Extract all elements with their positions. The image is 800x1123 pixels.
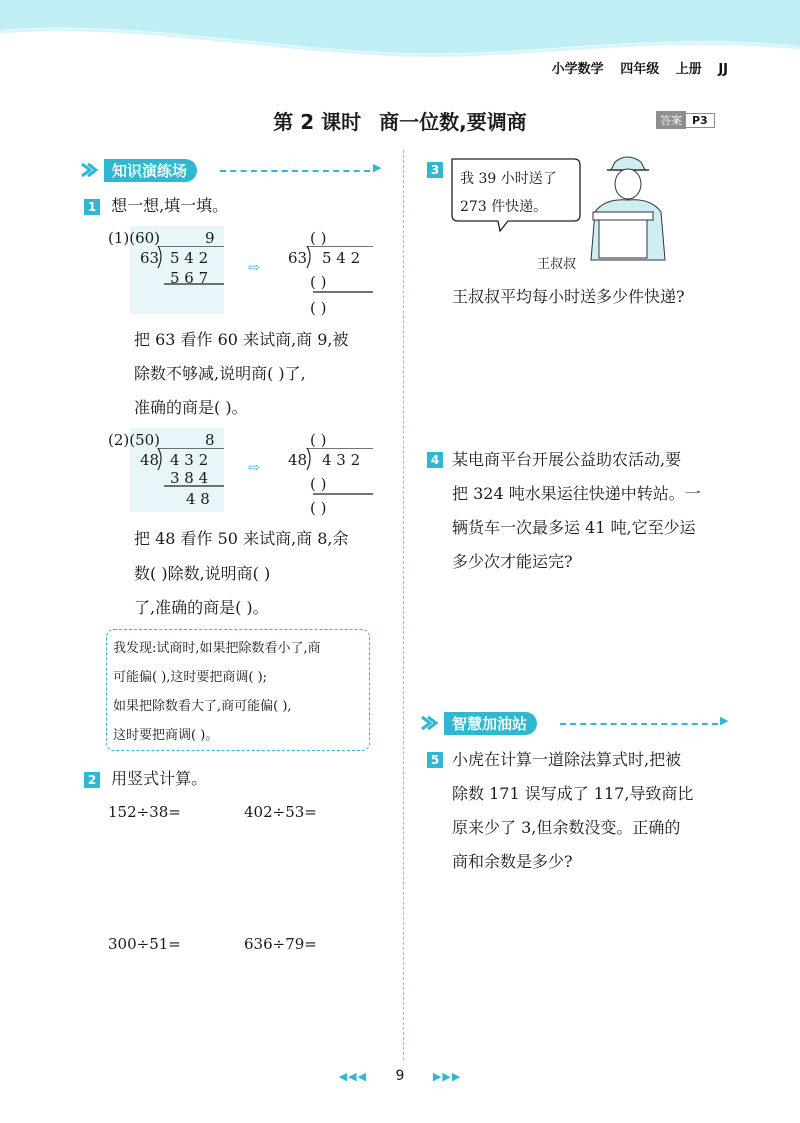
sparkle-icon (420, 713, 442, 733)
section-line (220, 170, 370, 172)
calc-problem: 300÷51= (108, 935, 181, 953)
arrow-right-icon: ⇨ (248, 460, 260, 476)
question-line: 原来少了 3,但余数没变。正确的 (452, 818, 681, 837)
speech-line: 273 件快递。 (460, 199, 548, 215)
division-label: (1)(60) (108, 229, 161, 247)
answer-blank[interactable]: ( ) (310, 273, 327, 291)
section-banner-challenge (420, 711, 732, 735)
arrow-right-icon: ▶ (720, 714, 730, 727)
question-text: 王叔叔平均每小时送多少件快递? (452, 287, 685, 306)
section-banner-practice (80, 158, 383, 182)
answer-blank[interactable]: ( ) (310, 431, 327, 449)
question-line: 多少次才能运完? (452, 552, 573, 571)
answer-page: P3 (686, 113, 715, 128)
question-line: 辆货车一次最多运 41 吨,它至少运 (452, 518, 696, 537)
sparkle-icon (80, 160, 102, 180)
explanation-line: 把 48 看作 50 来试商,商 8,余 (134, 529, 349, 548)
divisor: 48 (288, 451, 308, 469)
page-footer (0, 1068, 800, 1084)
volume-label: 上册 (675, 62, 702, 77)
subject-label: 小学数学 (551, 62, 604, 77)
trial-quotient: 8 (205, 431, 215, 449)
lesson-number: 第 2 课时 (273, 110, 362, 134)
book-info (540, 58, 728, 77)
arrow-right-icon: ▶▶▶ (432, 1070, 462, 1083)
question-number: 3 (427, 162, 443, 178)
divisor: 63 (140, 249, 160, 267)
speech-text (460, 165, 557, 221)
edition-label: JJ (718, 62, 728, 77)
explanation-line: 了,准确的商是( )。 (134, 598, 269, 617)
explanation-line: 把 63 看作 60 来试商,商 9,被 (134, 330, 349, 349)
lesson-topic: 商一位数,要调商 (379, 110, 527, 134)
remainder: 4 8 (186, 490, 210, 508)
discovery-line: 如果把除数看大了,商可能偏( ), (113, 699, 292, 714)
product: 3 8 4 (170, 469, 209, 487)
discovery-box (106, 629, 370, 751)
dividend: 5 4 2 (322, 249, 361, 267)
question-number: 1 (84, 199, 100, 215)
discovery-line: 这时要把商调( )。 (113, 728, 219, 743)
dividend: 4 3 2 (322, 451, 361, 469)
dividend: 5 4 2 (170, 249, 209, 267)
question-number: 4 (427, 452, 443, 468)
question-text (452, 443, 701, 579)
question-line: 商和余数是多少? (452, 852, 573, 871)
question-text: 想一想,填一填。 (111, 196, 229, 215)
question-number: 2 (84, 772, 100, 788)
section-label-practice: 知识演练场 (104, 159, 197, 182)
divisor: 48 (140, 451, 160, 469)
question-number: 5 (427, 752, 443, 768)
answer-blank[interactable]: ( ) (310, 475, 327, 493)
arrow-left-icon: ◀◀◀ (338, 1070, 368, 1083)
question-1 (84, 189, 228, 223)
question-2 (84, 762, 207, 796)
answer-blank[interactable]: ( ) (310, 499, 327, 517)
trial-quotient: 9 (205, 229, 215, 247)
division-label: (2)(50) (108, 431, 161, 449)
answer-reference (656, 111, 715, 129)
calc-problem: 152÷38= (108, 803, 181, 821)
column-divider (403, 150, 404, 1060)
calc-problem: 636÷79= (244, 935, 317, 953)
question-line: 把 324 吨水果运往快递中转站。一 (452, 484, 701, 503)
section-line (560, 723, 718, 725)
arrow-right-icon: ⇨ (248, 260, 260, 276)
question-line: 小虎在计算一道除法算式时,把被 (452, 750, 682, 769)
answer-blank[interactable]: ( ) (310, 229, 327, 247)
speech-line: 我 39 小时送了 (460, 171, 557, 187)
question-text (452, 743, 693, 879)
explanation-line: 数( )除数,说明商( ) (134, 564, 271, 583)
question-text: 用竖式计算。 (111, 769, 208, 788)
dividend: 4 3 2 (170, 451, 209, 469)
divisor: 63 (288, 249, 308, 267)
question-line: 某电商平台开展公益助农活动,要 (452, 450, 682, 469)
discovery-line: 我发现:试商时,如果把除数看小了,商 (113, 641, 321, 656)
grade-label: 四年级 (620, 62, 660, 77)
courier-illustration (575, 152, 675, 262)
explanation-line: 除数不够减,说明商( )了, (134, 364, 306, 383)
calc-problem: 402÷53= (244, 803, 317, 821)
arrow-right-icon: ▶ (373, 161, 383, 174)
product: 5 6 7 (170, 269, 209, 287)
explanation-line: 准确的商是( )。 (134, 398, 248, 417)
page-number: 9 (395, 1068, 405, 1084)
answer-label: 答案 (656, 111, 686, 129)
discovery-line: 可能偏( ),这时要把商调( ); (113, 670, 268, 685)
section-label-challenge: 智慧加油站 (444, 712, 537, 735)
caption: 王叔叔 (537, 257, 577, 272)
question-line: 除数 171 误写成了 117,导致商比 (452, 784, 694, 803)
answer-blank[interactable]: ( ) (310, 299, 327, 317)
